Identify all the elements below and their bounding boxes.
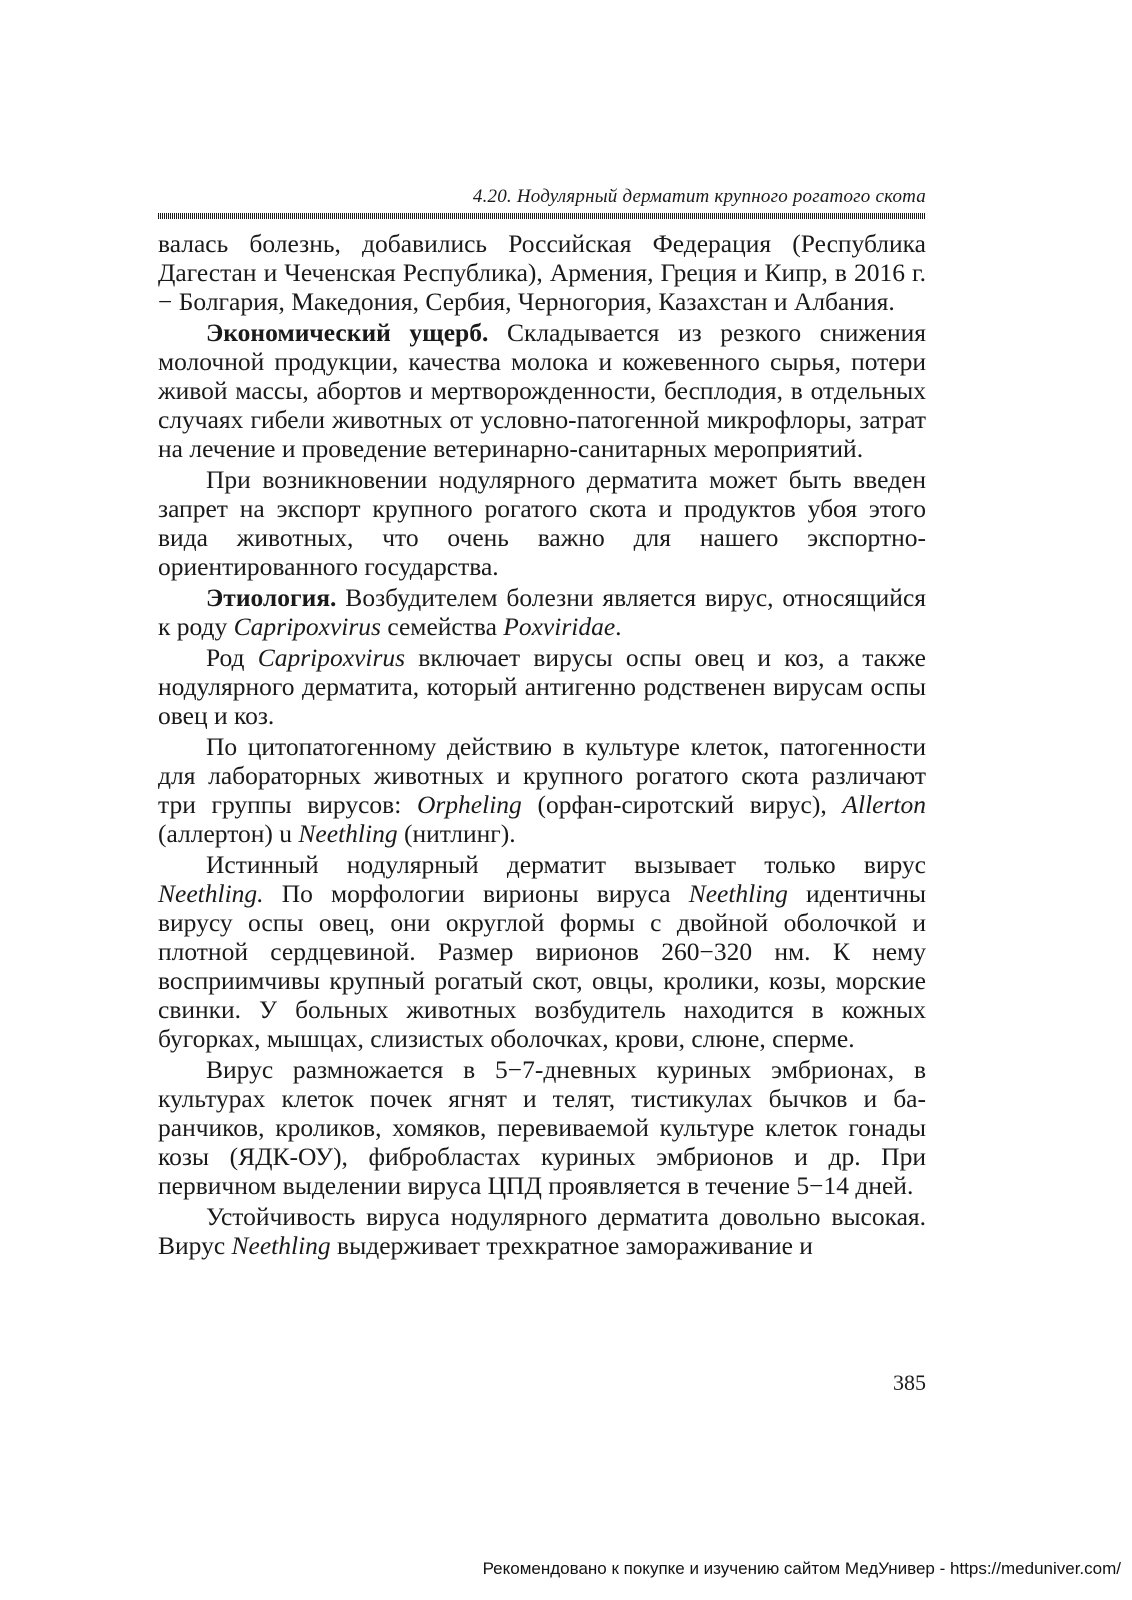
paragraph-text: При возникновении нодулярного дерматита может быть введен запрет на экспорт крупного рогатого скота и продуктов убоя этого вида животных, что очень важно для нашего экспортно-ориентированного государства.: [158, 465, 926, 581]
paragraph: [158, 732, 926, 848]
paragraph: [158, 850, 926, 1053]
page-number: 385: [893, 1370, 926, 1395]
paragraph-text: По цитопатогенному действию в культуре клеток, патогенности для лабораторных животных и крупного рогатого скота различают три группы вирусов: Orpheling (орфан-сиротский вирус), Allerton (аллертон) u Neethling (нитлинг).: [158, 732, 926, 848]
paragraph-lead: Этиология.: [206, 583, 337, 612]
paragraph: [158, 229, 926, 316]
header-rule: [158, 213, 926, 219]
paragraph: [158, 318, 926, 463]
running-title: 4.20. Нодулярный дерматит крупного рогатого скота: [472, 186, 926, 207]
paragraph-text: Вирус размножается в 5−7-дневных куриных эмбрионах, в культурах клеток почек ягнят и телят, тистикулах бычков и баранчиков, кроликов, хомяков, перевиваемой культуре клеток гонады козы (ЯДК-ОУ), фибробластах куриных эмбрионов и др. При первичном выделении вируса ЦПД проявляется в течение 5−14 дней.: [158, 1055, 926, 1200]
paragraph: [158, 1055, 926, 1200]
paragraph-text: Возбудителем болезни является вирус, относящийся к роду Capripoxvirus семейства Poxviridae.: [158, 583, 926, 641]
paragraph-text: Устойчивость вируса нодулярного дерматита довольно высокая. Вирус Neethling выдерживает трехкратное замораживание и: [158, 1202, 926, 1260]
paragraph-text: Род Capripoxvirus включает вирусы оспы овец и коз, а также нодулярного дерматита, который антигенно родственен вирусам оспы овец и коз.: [158, 643, 926, 730]
paragraph-text: Складывается из резкого снижения молочной продукции, качества молока и кожевенного сырья, потери живой массы, абортов и мертворожденности, бесплодия, в отдельных случаях гибели животных от условно-патогенной микрофлоры, затрат на лечение и проведение ветеринарно-санитарных мероприятий.: [158, 318, 926, 463]
paragraph: [158, 1202, 926, 1260]
footer-recommendation[interactable]: Рекомендовано к покупке и изучению сайтом МедУнивер - https://meduniver.com/: [482, 1559, 1121, 1578]
paragraph-text: Истинный нодулярный дерматит вызывает только вирус Neethling. По морфологии вирионы вируса Neethling идентичны вирусу оспы овец, они округлой формы с двойной оболочкой и плотной сердцевиной. Размер вирионов 260−320 нм. К нему восприимчивы крупный рогатый скот, овцы, кролики, козы, морские свинки. У больных животных возбудитель находится в кожных бугорках, мышцах, слизистых оболочках, крови, слюне, сперме.: [158, 850, 926, 1053]
paragraph-lead: Экономический ущерб.: [206, 318, 489, 347]
paragraph: [158, 583, 926, 641]
paragraph: [158, 465, 926, 581]
page-body: [158, 229, 926, 1262]
paragraph: [158, 643, 926, 730]
paragraph-text: валась болезнь, добавились Российская Федерация (Республика Дагестан и Чеченская Республика), Армения, Греция и Кипр, в 2016 г. − Болгария, Македония, Сербия, Черногория, Казахстан и Албания.: [158, 229, 926, 316]
